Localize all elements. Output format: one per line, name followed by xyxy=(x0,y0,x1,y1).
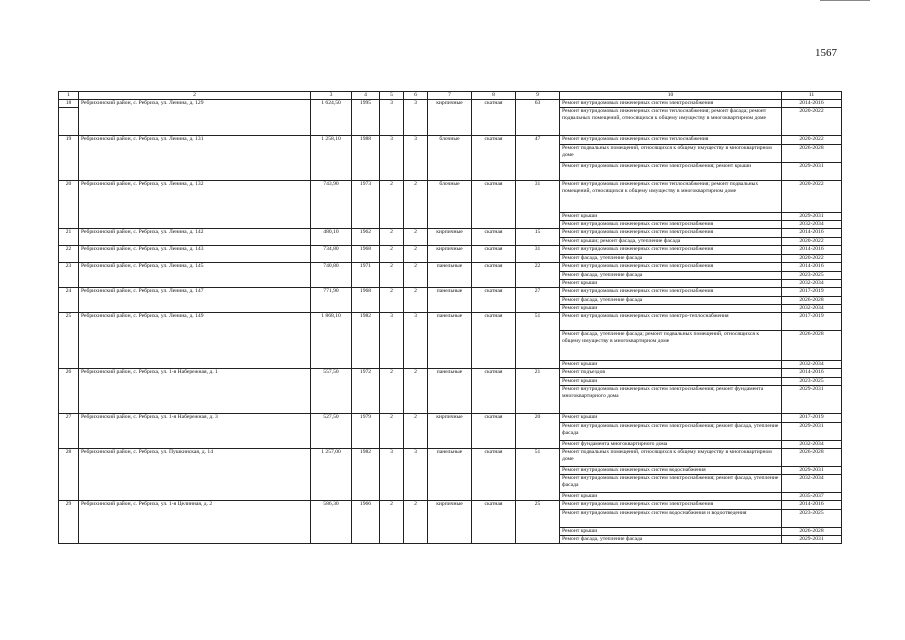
entrances-cell: 3 xyxy=(404,136,428,181)
table-row xyxy=(59,369,842,378)
residents-cell: 51 xyxy=(516,313,560,369)
column-number: 4 xyxy=(352,92,380,100)
period-cell: 2014-2016 xyxy=(782,501,842,510)
residents-cell: 47 xyxy=(516,136,560,181)
work-type-cell: Ремонт фасада, утепление фасада; ремонт подвальных помещений, относящихся к общему имуществу в многоквартирном доме xyxy=(560,331,782,361)
area-cell: 1 257,00 xyxy=(311,449,352,501)
floors-cell: 2 xyxy=(380,288,404,313)
column-number: 2 xyxy=(79,92,311,100)
work-type-cell: Ремонт внутридомовых инженерных систем электроснабжения; ремонт крыши xyxy=(560,163,782,181)
wall-material-cell: блочные xyxy=(428,136,472,181)
address-cell: Ребрихинский район, с. Ребриха, ул. Ленина, д. 147 xyxy=(79,288,311,313)
work-type-cell: Ремонт внутридомовых инженерных систем электроснабжения; ремонт фасада, утепление фасада xyxy=(560,423,782,441)
address-cell: Ребрихинский район, с. Ребриха, ул. 1-я Набережная, д. 1 xyxy=(79,369,311,414)
roof-type-cell: скатная xyxy=(472,136,516,181)
work-type-cell: Ремонт внутридомовых инженерных систем электроснабжения xyxy=(560,229,782,238)
roof-type-cell: скатная xyxy=(472,449,516,501)
work-type-cell: Ремонт крыши xyxy=(560,213,782,221)
floors-cell: 2 xyxy=(380,414,404,449)
work-type-cell: Ремонт фасада, утепление фасада xyxy=(560,297,782,305)
table-row xyxy=(59,501,842,510)
table-row xyxy=(59,313,842,331)
row-number-cell: 19 xyxy=(59,136,79,181)
period-cell: 2017-2019 xyxy=(782,313,842,331)
roof-type-cell: скатная xyxy=(472,246,516,263)
column-number: 8 xyxy=(472,92,516,100)
row-number-cell: 27 xyxy=(59,414,79,449)
wall-material-cell: кирпичные xyxy=(428,246,472,263)
period-cell: 2032-2034 xyxy=(782,441,842,449)
period-cell: 2026-2028 xyxy=(782,297,842,305)
work-type-cell: Ремонт внутридомовых инженерных систем водоснабжения и водоотведения xyxy=(560,510,782,528)
period-cell: 2020-2022 xyxy=(782,255,842,263)
year-cell: 1972 xyxy=(352,369,380,414)
address-cell: Ребрихинский район, с. Ребриха, ул. 1-я Набережная, д. 3 xyxy=(79,414,311,449)
period-cell: 2023-2025 xyxy=(782,378,842,386)
period-cell: 2020-2022 xyxy=(782,238,842,246)
work-type-cell: Ремонт внутридомовых инженерных систем электроснабжения xyxy=(560,100,782,108)
work-type-cell: Ремонт фасада, утепление фасада xyxy=(560,272,782,280)
residents-cell: 25 xyxy=(516,501,560,544)
work-type-cell: Ремонт внутридомовых инженерных систем теплоснабжения; ремонт подвальных помещений, относящихся к общему имуществу в многоквартирном доме xyxy=(560,181,782,213)
area-cell: 1 868,10 xyxy=(311,313,352,369)
entrances-cell: 3 xyxy=(404,313,428,369)
period-cell: 2014-2016 xyxy=(782,369,842,378)
period-cell: 2029-2031 xyxy=(782,467,842,475)
column-number: 1 xyxy=(59,92,79,100)
address-cell: Ребрихинский район, с. Ребриха, ул. Пушкинская, д. 14 xyxy=(79,449,311,501)
wall-material-cell: блочные xyxy=(428,181,472,229)
wall-material-cell: кирпичные xyxy=(428,414,472,449)
area-cell: 771,90 xyxy=(311,288,352,313)
area-cell: 743,90 xyxy=(311,181,352,229)
row-number-cell: 24 xyxy=(59,288,79,313)
column-number: 3 xyxy=(311,92,352,100)
period-cell: 2032-2034 xyxy=(782,280,842,288)
period-cell: 2032-2034 xyxy=(782,475,842,493)
entrances-cell: 2 xyxy=(404,263,428,288)
period-cell: 2020-2022 xyxy=(782,136,842,145)
period-cell: 2017-2019 xyxy=(782,288,842,297)
work-type-cell: Ремонт внутридомовых инженерных систем водоснабжения xyxy=(560,467,782,475)
work-type-cell: Ремонт внутридомовых инженерных систем электро-теплоснабжения xyxy=(560,313,782,331)
residents-cell: 31 xyxy=(516,246,560,263)
entrances-cell: 2 xyxy=(404,288,428,313)
address-cell: Ребрихинский район, с. Ребриха, ул. Ленина, д. 145 xyxy=(79,263,311,288)
row-number-cell: 23 xyxy=(59,263,79,288)
floors-cell: 3 xyxy=(380,313,404,369)
table-row xyxy=(59,136,842,145)
work-type-cell: Ремонт подвальных помещений, относящихся к общему имуществу в многоквартирном доме xyxy=(560,145,782,163)
residents-cell: 20 xyxy=(516,414,560,449)
period-cell: 2026-2028 xyxy=(782,528,842,536)
roof-type-cell: скатная xyxy=(472,501,516,544)
column-number: 6 xyxy=(404,92,428,100)
period-cell: 2029-2031 xyxy=(782,386,842,414)
area-cell: 740,80 xyxy=(311,263,352,288)
roof-type-cell: скатная xyxy=(472,288,516,313)
table-row xyxy=(59,449,842,467)
period-cell: 2014-2016 xyxy=(782,263,842,272)
address-cell: Ребрихинский район, с. Ребриха, ул. 1-я Целинная, д. 2 xyxy=(79,501,311,544)
period-cell: 2017-2019 xyxy=(782,414,842,423)
roof-type-cell: скатная xyxy=(472,229,516,246)
year-cell: 1962 xyxy=(352,229,380,246)
entrances-cell: 2 xyxy=(404,246,428,263)
work-type-cell: Ремонт крыши xyxy=(560,378,782,386)
column-number: 5 xyxy=(380,92,404,100)
period-cell: 2029-2031 xyxy=(782,213,842,221)
address-cell: Ребрихинский район, с. Ребриха, ул. Ленина, д. 132 xyxy=(79,181,311,229)
floors-cell: 3 xyxy=(380,136,404,181)
row-number-cell: 26 xyxy=(59,369,79,414)
work-type-cell: Ремонт подвальных помещений, относящихся к общему имуществу в многоквартирном доме xyxy=(560,449,782,467)
floors-cell: 3 xyxy=(380,449,404,501)
column-number: 9 xyxy=(516,92,560,100)
column-number: 10 xyxy=(560,92,782,100)
period-cell: 2023-2025 xyxy=(782,510,842,528)
work-type-cell: Ремонт крыши; ремонт фасада, утепление фасада xyxy=(560,238,782,246)
work-type-cell: Ремонт внутридомовых инженерных систем электроснабжения xyxy=(560,288,782,297)
table-row xyxy=(59,263,842,272)
row-number-cell: 21 xyxy=(59,229,79,246)
floors-cell: 2 xyxy=(380,246,404,263)
entrances-cell: 2 xyxy=(404,369,428,414)
table-row xyxy=(59,288,842,297)
column-number-row xyxy=(59,92,842,100)
entrances-cell: 2 xyxy=(404,501,428,544)
work-type-cell: Ремонт фасада, утепление фасада xyxy=(560,536,782,544)
work-type-cell: Ремонт крыши xyxy=(560,493,782,501)
entrances-cell: 3 xyxy=(404,449,428,501)
period-cell: 2032-2034 xyxy=(782,361,842,369)
year-cell: 1982 xyxy=(352,449,380,501)
wall-material-cell: панельные xyxy=(428,263,472,288)
column-number: 11 xyxy=(782,92,842,100)
area-cell: 1 258,10 xyxy=(311,136,352,181)
work-type-cell: Ремонт внутридомовых инженерных систем электроснабжения xyxy=(560,263,782,272)
row-number-cell: 29 xyxy=(59,501,79,544)
period-cell: 2026-2028 xyxy=(782,331,842,361)
column-number: 7 xyxy=(428,92,472,100)
year-cell: 1968 xyxy=(352,246,380,263)
row-number-cell: 25 xyxy=(59,313,79,369)
roof-type-cell: скатная xyxy=(472,369,516,414)
residents-cell: 15 xyxy=(516,229,560,246)
work-type-cell: Ремонт крыши xyxy=(560,528,782,536)
table-row xyxy=(59,100,842,108)
work-type-cell: Ремонт крыши xyxy=(560,361,782,369)
table-row xyxy=(59,246,842,255)
work-type-cell: Ремонт внутридомовых инженерных систем теплоснабжения xyxy=(560,136,782,145)
table-row xyxy=(59,181,842,213)
entrances-cell: 3 xyxy=(404,100,428,136)
floors-cell: 2 xyxy=(380,181,404,229)
period-cell: 2014-2016 xyxy=(782,100,842,108)
address-cell: Ребрихинский район, с. Ребриха, ул. Ленина, д. 131 xyxy=(79,136,311,181)
wall-material-cell: панельные xyxy=(428,449,472,501)
work-type-cell: Ремонт внутридомовых инженерных систем теплоснабжения; ремонт фасада; ремонт подвальных помещений, относящихся к общему имуществу в многоквартирном доме xyxy=(560,108,782,136)
roof-type-cell: скатная xyxy=(472,414,516,449)
period-cell: 2014-2016 xyxy=(782,246,842,255)
period-cell: 2020-2022 xyxy=(782,108,842,136)
period-cell: 2029-2031 xyxy=(782,163,842,181)
year-cell: 1973 xyxy=(352,181,380,229)
period-cell: 2029-2031 xyxy=(782,423,842,441)
row-number-cell: 18 xyxy=(59,100,79,108)
row-number-cell: 28 xyxy=(59,449,79,501)
wall-material-cell: панельные xyxy=(428,288,472,313)
floors-cell: 3 xyxy=(380,100,404,136)
period-cell: 2026-2028 xyxy=(782,145,842,163)
year-cell: 1968 xyxy=(352,288,380,313)
housing-repair-table xyxy=(58,91,842,544)
wall-material-cell: панельные xyxy=(428,369,472,414)
entrances-cell: 2 xyxy=(404,181,428,229)
roof-type-cell: скатная xyxy=(472,263,516,288)
period-cell: 2020-2022 xyxy=(782,181,842,213)
floors-cell: 2 xyxy=(380,369,404,414)
entrances-cell: 2 xyxy=(404,414,428,449)
residents-cell: 31 xyxy=(516,181,560,229)
floors-cell: 2 xyxy=(380,501,404,544)
table-row xyxy=(59,229,842,238)
entrances-cell: 2 xyxy=(404,229,428,246)
roof-type-cell: скатная xyxy=(472,100,516,136)
wall-material-cell: кирпичные xyxy=(428,501,472,544)
work-type-cell: Ремонт фундамента многоквартирного дома xyxy=(560,441,782,449)
table-row xyxy=(59,414,842,423)
year-cell: 1995 xyxy=(352,100,380,136)
address-cell: Ребрихинский район, с. Ребриха, ул. Ленина, д. 142 xyxy=(79,229,311,246)
work-type-cell: Ремонт внутридомовых инженерных систем электроснабжения xyxy=(560,221,782,229)
area-cell: 480,10 xyxy=(311,229,352,246)
work-type-cell: Ремонт крыши xyxy=(560,305,782,313)
year-cell: 1988 xyxy=(352,136,380,181)
area-cell: 1 624,50 xyxy=(311,100,352,136)
residents-cell: 27 xyxy=(516,288,560,313)
wall-material-cell: панельные xyxy=(428,313,472,369)
address-cell: Ребрихинский район, с. Ребриха, ул. Ленина, д. 143 xyxy=(79,246,311,263)
floors-cell: 2 xyxy=(380,263,404,288)
residents-cell: 22 xyxy=(516,263,560,288)
row-number-cell: 20 xyxy=(59,181,79,229)
year-cell: 1966 xyxy=(352,501,380,544)
work-type-cell: Ремонт подъездов xyxy=(560,369,782,378)
row-number-cell xyxy=(59,108,79,136)
wall-material-cell: кирпичные xyxy=(428,100,472,136)
area-cell: 557,50 xyxy=(311,369,352,414)
area-cell: 734,80 xyxy=(311,246,352,263)
residents-cell: 51 xyxy=(516,449,560,501)
year-cell: 1979 xyxy=(352,414,380,449)
period-cell: 2032-2034 xyxy=(782,305,842,313)
work-type-cell: Ремонт внутридомовых инженерных систем электроснабжения xyxy=(560,501,782,510)
period-cell: 2023-2025 xyxy=(782,272,842,280)
page-number: 1567 xyxy=(815,47,837,59)
residents-cell: 63 xyxy=(516,100,560,136)
top-edge-line xyxy=(820,0,870,1)
period-cell: 2035-2037 xyxy=(782,493,842,501)
work-type-cell: Ремонт фасада, утепление фасада xyxy=(560,255,782,263)
row-number-cell: 22 xyxy=(59,246,79,263)
work-type-cell: Ремонт внутридомовых инженерных систем электроснабжения; ремонт фундамента многоквартирного дома xyxy=(560,386,782,414)
wall-material-cell: кирпичные xyxy=(428,229,472,246)
address-cell: Ребрихинский район, с. Ребриха, ул. Ленина, д. 149 xyxy=(79,313,311,369)
work-type-cell: Ремонт крыши xyxy=(560,280,782,288)
roof-type-cell: скатная xyxy=(472,181,516,229)
residents-cell: 21 xyxy=(516,369,560,414)
period-cell: 2032-2034 xyxy=(782,221,842,229)
period-cell: 2029-2031 xyxy=(782,536,842,544)
period-cell: 2014-2016 xyxy=(782,229,842,238)
floors-cell: 2 xyxy=(380,229,404,246)
work-type-cell: Ремонт внутридомовых инженерных систем электроснабжения xyxy=(560,246,782,255)
work-type-cell: Ремонт внутридомовых инженерных систем электроснабжения; ремонт фасада, утепление фасада xyxy=(560,475,782,493)
area-cell: 527,50 xyxy=(311,414,352,449)
work-type-cell: Ремонт крыши xyxy=(560,414,782,423)
year-cell: 1971 xyxy=(352,263,380,288)
address-cell: Ребрихинский район, с. Ребриха, ул. Ленина, д. 129 xyxy=(79,100,311,136)
period-cell: 2026-2028 xyxy=(782,449,842,467)
area-cell: 586,30 xyxy=(311,501,352,544)
year-cell: 1982 xyxy=(352,313,380,369)
table-body xyxy=(59,92,842,544)
roof-type-cell: скатная xyxy=(472,313,516,369)
